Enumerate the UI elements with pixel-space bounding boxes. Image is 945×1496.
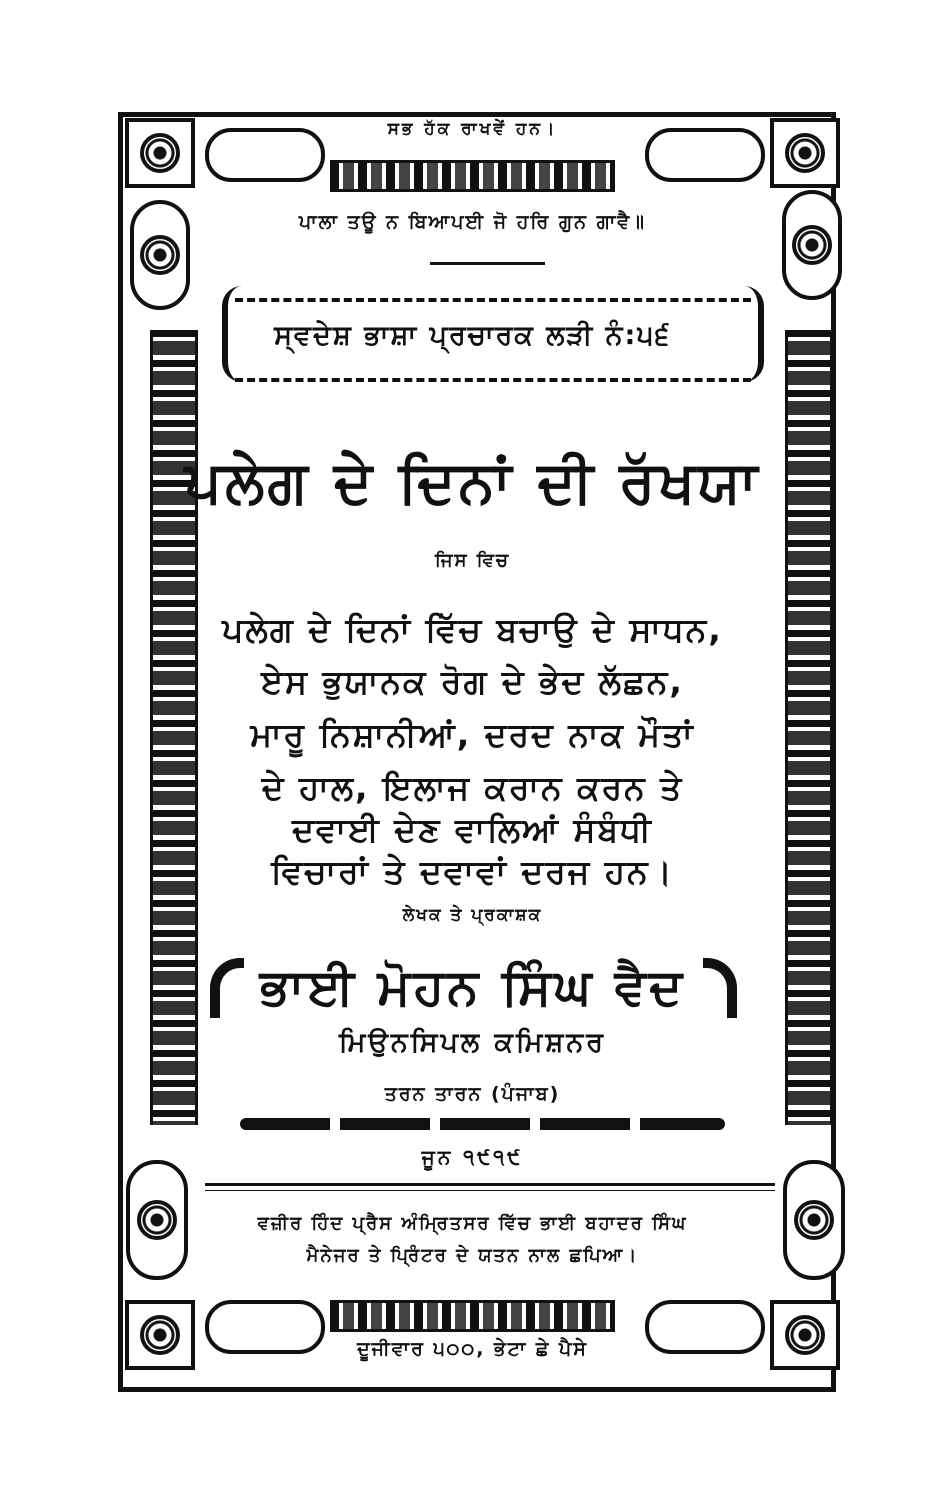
- description-line: ਏਸ ਭੁਯਾਨਕ ਰੋਗ ਦੇ ਭੇਦ ਲੱਛਨ,: [261, 662, 684, 701]
- rosette-icon: [140, 235, 180, 275]
- printer-line: ਵਜ਼ੀਰ ਹਿੰਦ ਪ੍ਰੈਸ ਅੰਮ੍ਰਿਤਸਰ ਵਿੱਚ ਭਾਈ ਬਹਾਦਰ ਸਿੰਘ: [257, 1213, 688, 1234]
- verse-text: ਪਾਲਾ ਤਊ ਨ ਬਿਆਪਈ ਜੋ ਹਰਿ ਗੁਨ ਗਾਵੈ॥: [298, 211, 646, 233]
- series-label: ਸ੍ਵਦੇਸ਼ ਭਾਸ਼ਾ ਪ੍ਰਚਾਰਕ ਲੜੀ ਨੰ:੫੬: [274, 320, 671, 351]
- top-ornamental-band: [330, 160, 615, 192]
- rights-reserved-text: ਸਭ ਹੱਕ ਰਾਖਵੇਂ ਹਨ।: [387, 119, 558, 139]
- divider-rule: [430, 262, 545, 265]
- description-line: ਦਵਾਈ ਦੇਣ ਵਾਲਿਆਂ ਸੰਬੰਧੀ: [292, 810, 653, 849]
- description-line: ਪਲੇਗ ਦੇ ਦਿਨਾਂ ਵਿੱਚ ਬਚਾਉ ਦੇ ਸਾਧਨ,: [222, 610, 723, 649]
- contents-lead: ਜਿਸ ਵਿਚ: [434, 550, 510, 571]
- place-text: ਤਰਨ ਤਾਰਨ (ਪੰਜਾਬ): [384, 1083, 561, 1105]
- right-floral-panel: [782, 190, 842, 300]
- series-frame-top-flourish: [235, 298, 751, 302]
- divider-rule-thin: [205, 1190, 775, 1191]
- author-post: ਮਿਉਨਸਿਪਲ ਕਮਿਸ਼ਨਰ: [338, 1027, 607, 1058]
- rosette-icon: [140, 133, 180, 173]
- rosette-icon: [785, 133, 825, 173]
- author-role: ਲੇਖਕ ਤੇ ਪ੍ਰਕਾਸ਼ਕ: [402, 905, 543, 925]
- description-line: ਦੇ ਹਾਲ, ਇਲਾਜ ਕਰਾਨ ਕਰਨ ਤੇ: [261, 768, 684, 807]
- description-line: ਵਿਚਾਰਾਂ ਤੇ ਦਵਾਵਾਂ ਦਰਜ ਹਨ।: [271, 852, 674, 891]
- bottom-ornamental-band: [330, 1300, 615, 1332]
- printer-line: ਮੈਨੇਜਰ ਤੇ ਪ੍ਰਿੰਟਰ ਦੇ ਯਤਨ ਨਾਲ ਛਪਿਆ।: [306, 1245, 639, 1266]
- divider-rule: [205, 1183, 775, 1186]
- book-title: ਪਲੇਗ ਦੇ ਦਿਨਾਂ ਦੀ ਰੱਖਯਾ: [184, 448, 761, 516]
- edition-price: ਦੂਜੀਵਾਰ ੫੦੦, ਭੇਟਾ ਛੇ ਪੈਸੇ: [357, 1338, 588, 1360]
- ornamental-rule: [240, 1118, 725, 1130]
- publication-date: ਜੂਨ ੧੯੧੯: [421, 1145, 524, 1169]
- series-frame-bottom-flourish: [235, 378, 751, 382]
- author-name: ਭਾਈ ਮੋਹਨ ਸਿੰਘ ਵੈਦ: [259, 958, 686, 1016]
- description-line: ਮਾਰੂ ਨਿਸ਼ਾਨੀਆਂ, ਦਰਦ ਨਾਕ ਮੌਤਾਂ: [250, 715, 695, 754]
